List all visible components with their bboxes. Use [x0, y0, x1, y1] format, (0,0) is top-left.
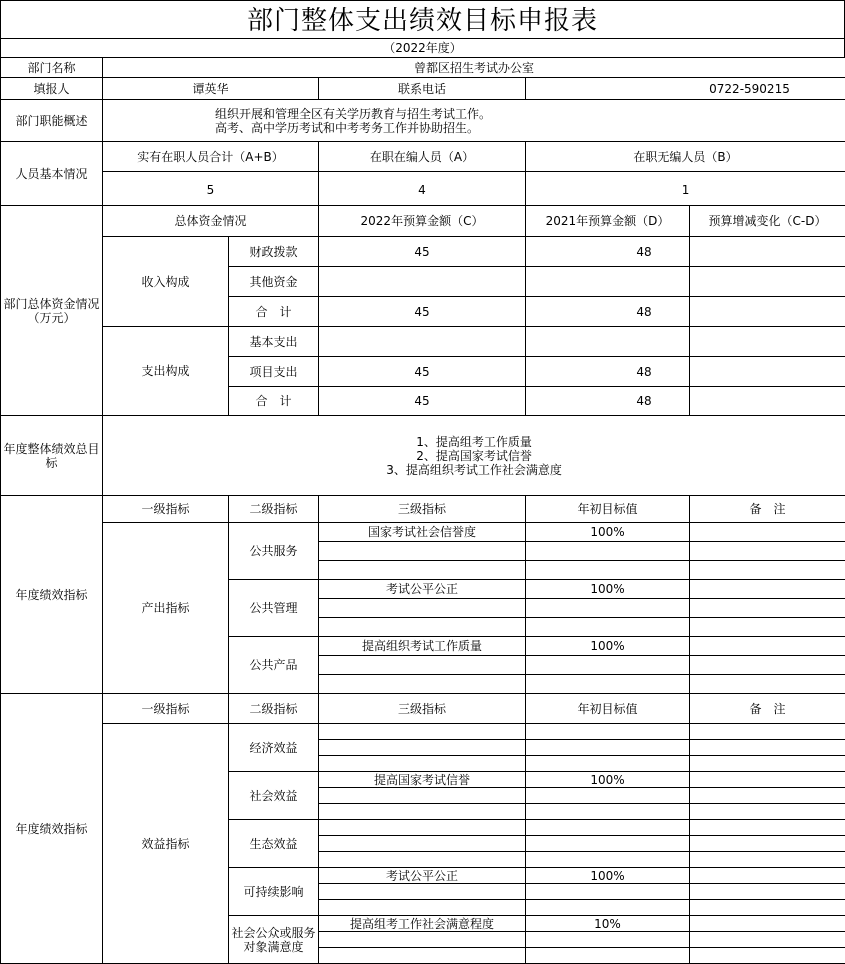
perf-header-target: 年初目标值 — [526, 694, 690, 724]
benefit-item: 提高组考工作社会满意程度 — [319, 916, 526, 932]
perf-header-level2: 二级指标 — [229, 694, 319, 724]
benefit-item: 提高国家考试信誉 — [319, 772, 526, 788]
funds-col-d: 2021年预算金额（D） — [526, 206, 690, 237]
income-row-cd — [690, 267, 845, 297]
phone-label: 联系电话 — [319, 78, 526, 100]
output-target: 100% — [526, 580, 690, 599]
benefit-indicator-label: 效益指标 — [103, 724, 229, 964]
report-table — [0, 57, 845, 964]
perf-header-level3: 三级指标 — [319, 694, 526, 724]
perf-benefit-label: 年度绩效指标 — [1, 694, 103, 964]
overall-goal-label: 年度整体绩效总目标 — [1, 416, 103, 496]
benefit-group-name: 社会公众或服务对象满意度 — [229, 916, 319, 964]
expense-row-d — [526, 327, 690, 357]
staff-total: 5 — [103, 172, 319, 206]
benefit-group-name: 生态效益 — [229, 820, 319, 868]
dept-label: 部门名称 — [1, 58, 103, 78]
funds-col-c: 2022年预算金额（C） — [319, 206, 526, 237]
overall-goal-item: 3、提高组织考试工作社会满意度 — [105, 463, 843, 477]
funds-overview: 总体资金情况 — [103, 206, 319, 237]
perf-header-note: 备 注 — [690, 496, 845, 523]
income-total-c: 45 — [319, 297, 526, 327]
output-indicator-label: 产出指标 — [103, 523, 229, 694]
income-total-name: 合 计 — [229, 297, 319, 327]
expense-row-d: 48 — [526, 357, 690, 387]
expense-total-d: 48 — [526, 387, 690, 416]
income-row-d: 48 — [526, 237, 690, 267]
perf-header-level1: 一级指标 — [103, 694, 229, 724]
output-group-name: 公共管理 — [229, 580, 319, 637]
benefit-group-name: 可持续影响 — [229, 868, 319, 916]
benefit-target: 100% — [526, 868, 690, 884]
expense-label: 支出构成 — [103, 327, 229, 416]
year-subtitle: （2022年度） — [0, 38, 845, 58]
benefit-item — [319, 820, 526, 836]
staff-header-b: 在职无编人员（B） — [526, 142, 845, 172]
income-row-c: 45 — [319, 237, 526, 267]
income-row-name: 其他资金 — [229, 267, 319, 297]
income-total-d: 48 — [526, 297, 690, 327]
dept-name: 曾都区招生考试办公室 — [103, 58, 845, 78]
staff-header-total: 实有在职人员合计（A+B） — [103, 142, 319, 172]
output-item: 国家考试社会信誉度 — [319, 523, 526, 542]
staff-a: 4 — [319, 172, 526, 206]
benefit-group-name: 经济效益 — [229, 724, 319, 772]
function-line-2: 高考、高中学历考试和中考考务工作并协助招生。 — [105, 121, 843, 135]
benefit-target: 10% — [526, 916, 690, 932]
perf-output-label: 年度绩效指标 — [1, 496, 103, 694]
output-target: 100% — [526, 523, 690, 542]
page-title: 部门整体支出绩效目标申报表 — [0, 0, 845, 39]
benefit-target — [526, 820, 690, 836]
output-group-name: 公共产品 — [229, 637, 319, 694]
output-item: 提高组织考试工作质量 — [319, 637, 526, 656]
expense-total-name: 合 计 — [229, 387, 319, 416]
perf-header-level3: 三级指标 — [319, 496, 526, 523]
perf-header-note: 备 注 — [690, 694, 845, 724]
expense-row-cd — [690, 327, 845, 357]
output-item: 考试公平公正 — [319, 580, 526, 599]
benefit-item: 考试公平公正 — [319, 868, 526, 884]
expense-row-name: 项目支出 — [229, 357, 319, 387]
benefit-group-name: 社会效益 — [229, 772, 319, 820]
output-group-name: 公共服务 — [229, 523, 319, 580]
overall-goal-item: 2、提高国家考试信誉 — [105, 449, 843, 463]
staff-b: 1 — [526, 172, 845, 206]
income-row-name: 财政拨款 — [229, 237, 319, 267]
income-row-c — [319, 267, 526, 297]
staff-header-a: 在职在编人员（A） — [319, 142, 526, 172]
phone-value: 0722-590215 — [526, 78, 845, 100]
expense-row-c: 45 — [319, 357, 526, 387]
income-label: 收入构成 — [103, 237, 229, 327]
expense-row-c — [319, 327, 526, 357]
funds-col-cd: 预算增减变化（C-D） — [690, 206, 845, 237]
income-row-cd — [690, 237, 845, 267]
filler-label: 填报人 — [1, 78, 103, 100]
perf-header-level2: 二级指标 — [229, 496, 319, 523]
function-line-1: 组织开展和管理全区有关学历教育与招生考试工作。 — [105, 107, 843, 121]
function-label: 部门职能概述 — [1, 100, 103, 142]
overall-goal-item: 1、提高组考工作质量 — [105, 435, 843, 449]
expense-total-c: 45 — [319, 387, 526, 416]
funds-label: 部门总体资金情况（万元） — [1, 206, 103, 416]
income-row-d — [526, 267, 690, 297]
expense-row-cd — [690, 357, 845, 387]
filler-name: 谭英华 — [103, 78, 319, 100]
perf-header-level1: 一级指标 — [103, 496, 229, 523]
benefit-target — [526, 724, 690, 740]
staff-label: 人员基本情况 — [1, 142, 103, 206]
perf-header-target: 年初目标值 — [526, 496, 690, 523]
income-total-cd — [690, 297, 845, 327]
benefit-item — [319, 724, 526, 740]
output-target: 100% — [526, 637, 690, 656]
expense-row-name: 基本支出 — [229, 327, 319, 357]
expense-total-cd — [690, 387, 845, 416]
benefit-target: 100% — [526, 772, 690, 788]
